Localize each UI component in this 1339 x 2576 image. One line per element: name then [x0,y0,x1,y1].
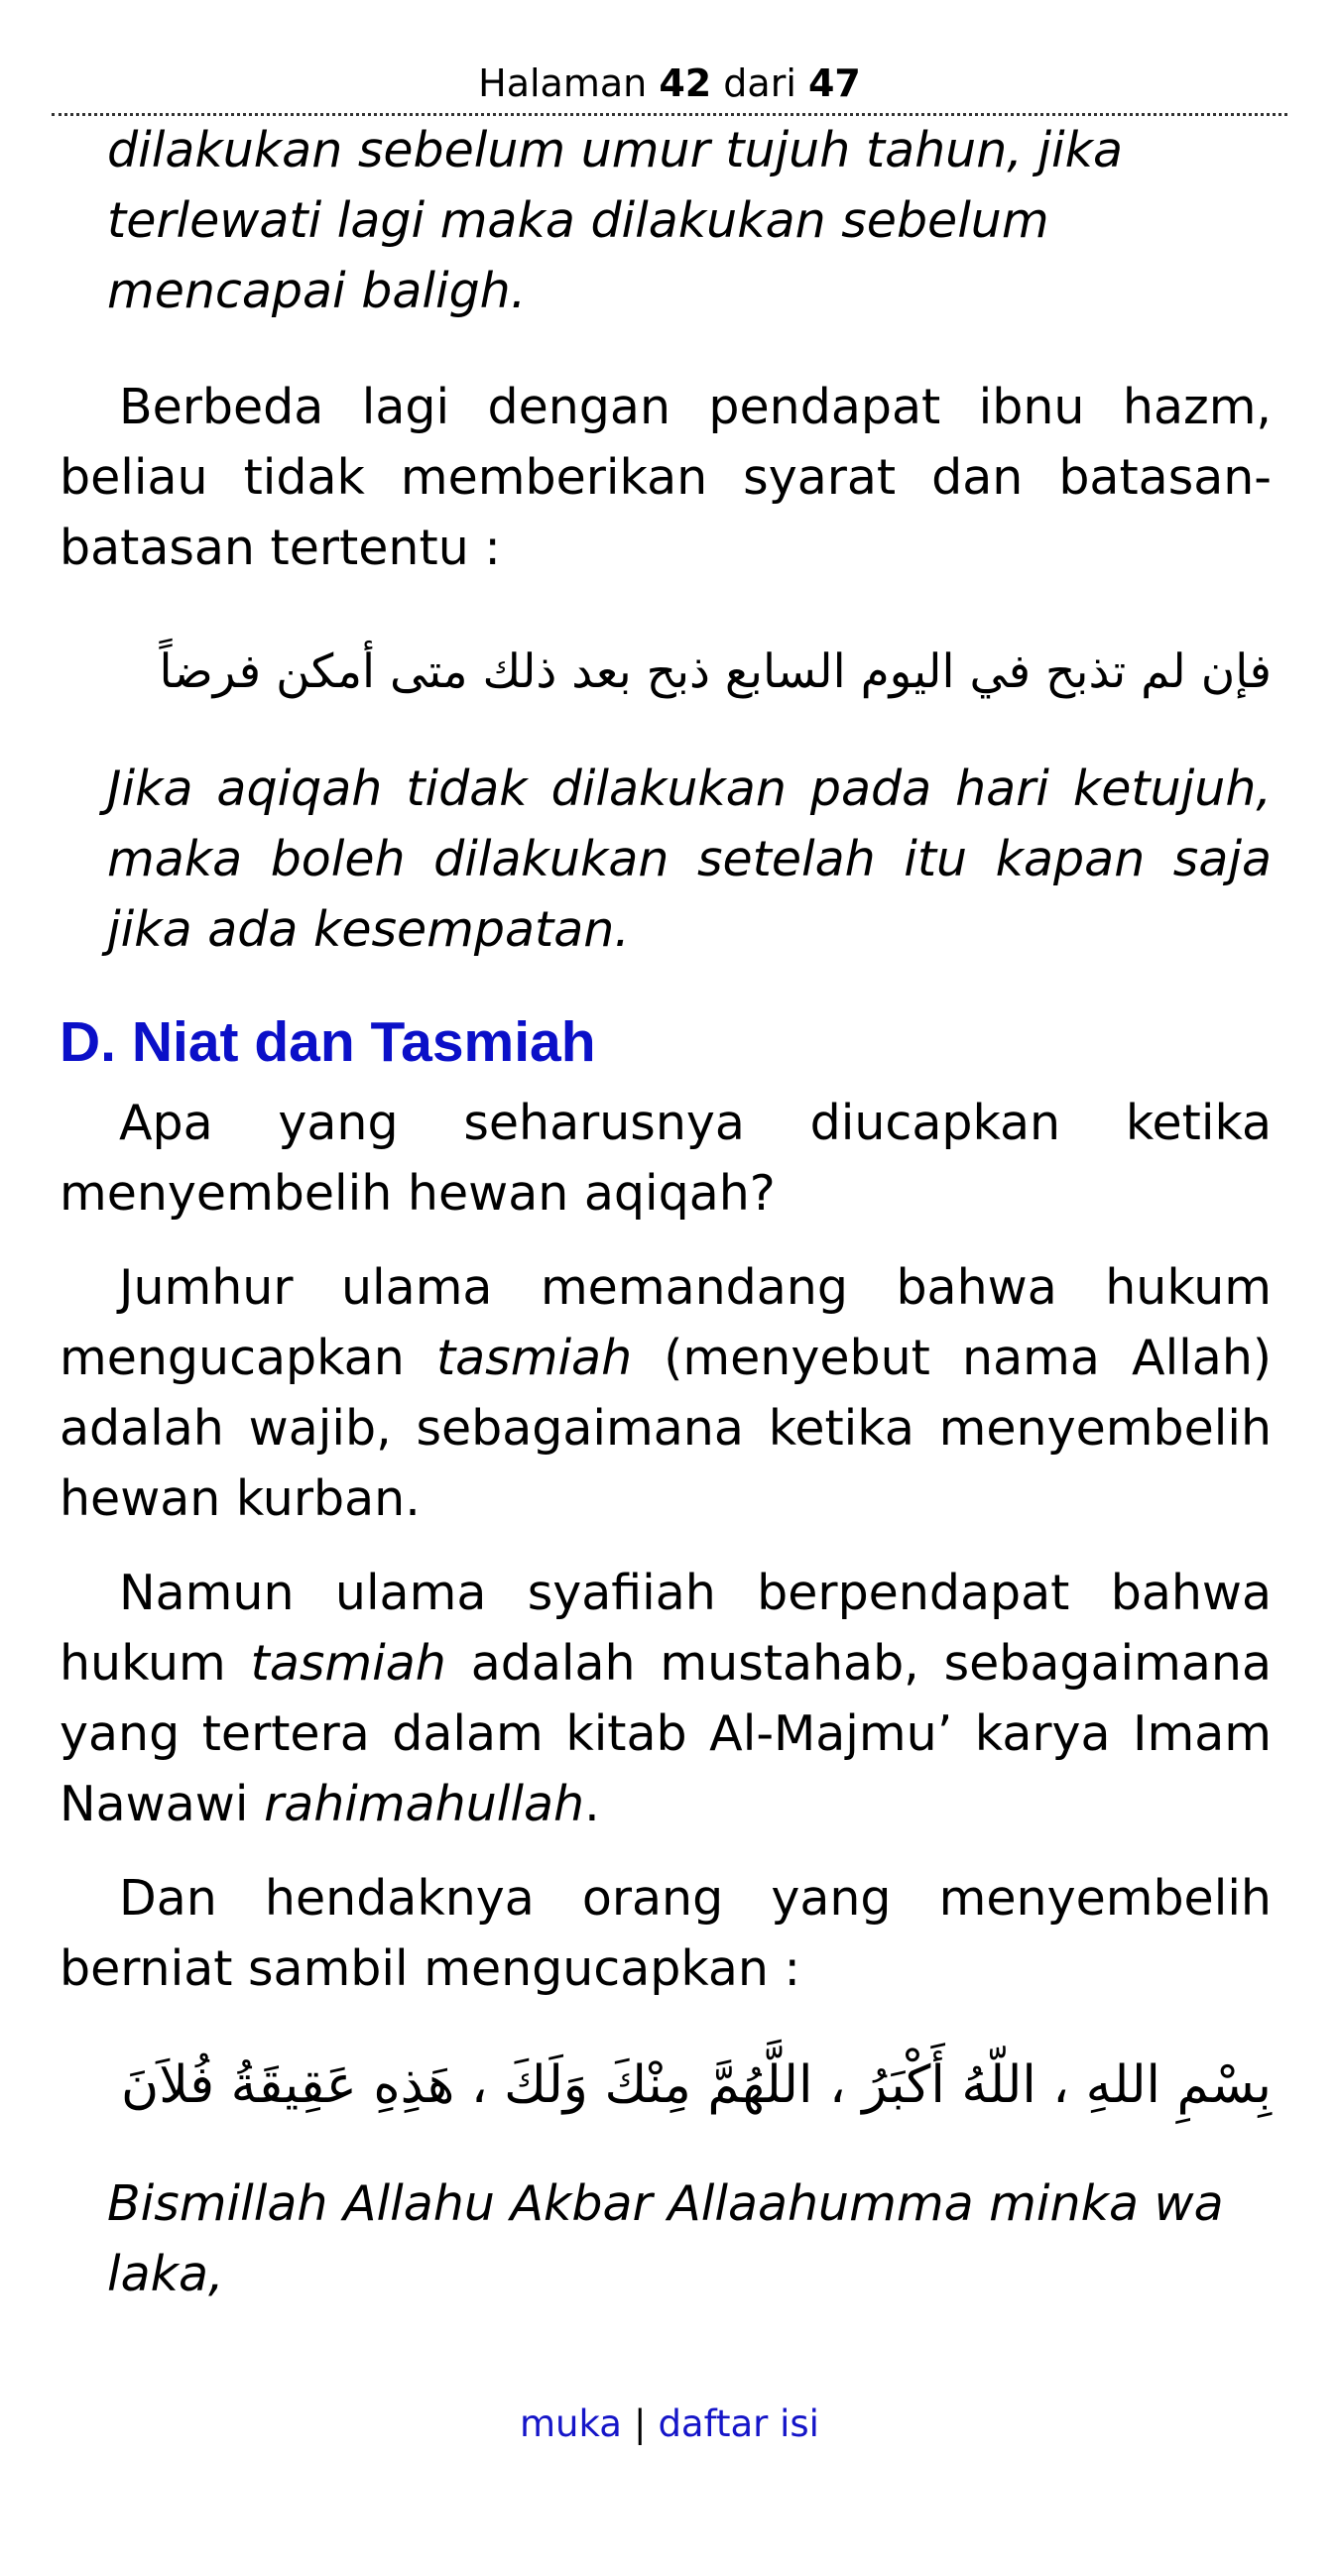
paragraph-syafiiah [60,1558,1272,1839]
translation-quote-1: Jika aqiqah tidak dilakukan pada hari ketujuh, maka boleh dilakukan setelah itu kapan saja jika ada kesempatan. [107,761,1272,958]
paragraph-ibnu-hazm: Berbeda lagi dengan pendapat ibnu hazm, beliau tidak memberikan syarat dan batasan-batasan tertentu : [60,379,1272,576]
paragraph-niat: Dan hendaknya orang yang menyembelih berniat sambil mengucapkan : [60,1870,1272,1997]
arabic-prayer: بِسْمِ اللهِ ، اللّهُ أَكْبَرُ ، اللَّهُمَّ مِنْكَ وَلَكَ ، هَذِهِ عَقِيقَةُ فُلاَنَ [121,2055,1272,2115]
arabic-quote-1: فإن لم تذبح في اليوم السابع ذبح بعد ذلك متى أمكن فرضاً [159,644,1272,699]
page-of-label: dari [723,61,796,105]
page-header [52,58,1287,109]
paragraph-jumhur [60,1252,1272,1534]
paragraph-question: Apa yang seharusnya diucapkan ketika menyembelih hewan aqiqah? [60,1095,1272,1222]
text-segment: Namun ulama syafiiah berpendapat bahwa hukum [60,1565,1272,1692]
page-footer-nav [0,2400,1339,2449]
page-label: Halaman [478,61,648,105]
text-segment: adalah mustahab, sebagaimana yang tertera dalam kitab Al-Majmu’ karya Imam Nawawi [60,1635,1272,1832]
home-link[interactable]: muka [520,2402,622,2445]
section-heading: D. Niat dan Tasmiah [60,1010,596,1074]
quote-continuation: dilakukan sebelum umur tujuh tahun, jika terlewati lagi maka dilakukan sebelum mencapai baligh. [107,122,1124,319]
italic-term: rahimahullah [264,1776,585,1832]
footer-separator: | [633,2402,647,2445]
page-content [60,115,1272,2309]
table-of-contents-link[interactable]: daftar isi [658,2402,819,2445]
text-segment: . [584,1776,600,1832]
total-pages-number: 47 [807,61,861,105]
text-segment: Jumhur ulama memandang bahwa hukum mengucapkan [60,1259,1272,1386]
italic-term: tasmiah [250,1635,446,1692]
current-page-number: 42 [659,61,712,105]
italic-term: tasmiah [435,1330,633,1386]
transliteration-line: Bismillah Allahu Akbar Allaahumma minka wa laka, [107,2175,1224,2302]
text-segment: (menyebut nama Allah) adalah wajib, sebagaimana ketika menyembelih hewan kurban. [60,1330,1272,1527]
